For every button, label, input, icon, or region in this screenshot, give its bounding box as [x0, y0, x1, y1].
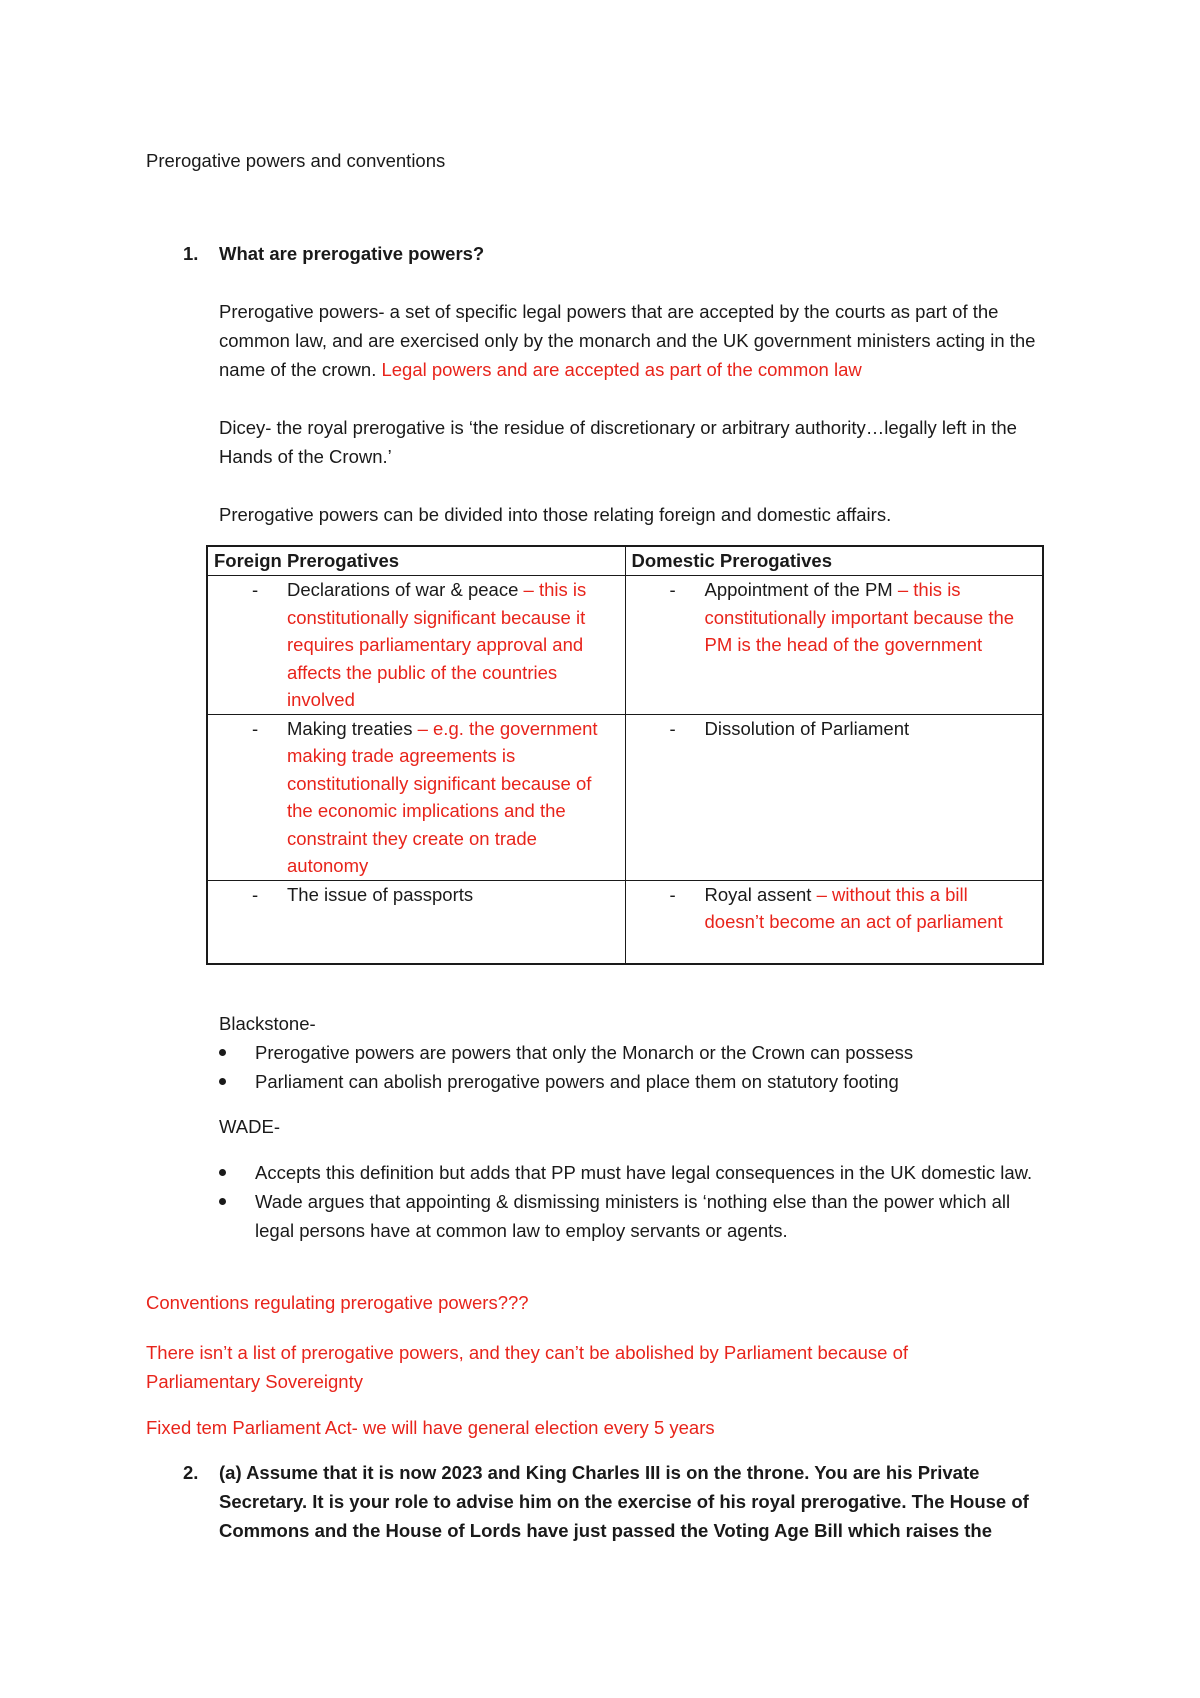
- table-cell-domestic: [625, 714, 1043, 880]
- list-item: Wade argues that appointing & dismissing ministers is ‘nothing else than the power which all legal persons have at common law to employ servants or agents.: [219, 1187, 1039, 1245]
- header-domestic: Domestic Prerogatives: [625, 546, 1043, 576]
- blackstone-list: [219, 1038, 1039, 1096]
- dash-marker: -: [669, 717, 676, 739]
- table-cell-foreign: [207, 714, 625, 880]
- dash-marker: -: [669, 883, 676, 905]
- foreign-note: – this is constitutionally significant because it requires parliamentary approval and affects the public of the countries involved: [287, 579, 587, 710]
- foreign-item: Declarations of war & peace: [287, 579, 519, 600]
- table-cell-foreign: [207, 880, 625, 964]
- list-item: Parliament can abolish prerogative powers and place them on statutory footing: [219, 1067, 1039, 1096]
- definition-text: Prerogative powers- a set of specific legal powers that are accepted by the courts as part of the common law, and are exercised only by the monarch and the UK government ministers acting in the name of the crown.: [219, 301, 1036, 380]
- dash-marker: -: [669, 579, 676, 600]
- divided-paragraph: Prerogative powers can be divided into those relating foreign and domestic affairs.: [219, 504, 892, 525]
- domestic-note: – without this a bill doesn’t become an act of parliament: [704, 883, 1003, 932]
- question-2-number: 2.: [183, 1462, 199, 1483]
- list-item: Prerogative powers are powers that only the Monarch or the Crown can possess: [219, 1038, 1039, 1067]
- conventions-line-3: Fixed tem Parliament Act- we will have general election every 5 years: [146, 1417, 715, 1438]
- table-row: [207, 714, 1043, 880]
- wade-heading: WADE-: [219, 1116, 280, 1137]
- definition-note: Legal powers and are accepted as part of the common law: [381, 359, 862, 380]
- conventions-line-2: There isn’t a list of prerogative powers, and they can’t be abolished by Parliament because of Parliamentary Sovereignty: [146, 1342, 909, 1392]
- table-row: [207, 880, 1043, 964]
- domestic-note: – this is constitutionally important because the PM is the head of the government: [704, 579, 1015, 655]
- dash-marker: -: [252, 883, 259, 905]
- dash-marker: -: [252, 717, 259, 739]
- document-title: Prerogative powers and conventions: [146, 150, 446, 171]
- table-cell-domestic: [625, 576, 1043, 715]
- domestic-item: Royal assent: [704, 883, 812, 905]
- domestic-item: Appointment of the PM: [704, 579, 893, 600]
- definition-paragraph: [219, 297, 1069, 384]
- foreign-note: – e.g. the government making trade agreements is constitutionally significant because of the economic implications and the constraint they create on trade autonomy: [287, 717, 598, 876]
- domestic-item: Dissolution of Parliament: [704, 717, 910, 739]
- header-foreign: Foreign Prerogatives: [207, 546, 625, 576]
- prerogatives-table: [206, 545, 1044, 965]
- wade-list: [219, 1158, 1039, 1245]
- list-item: Accepts this definition but adds that PP must have legal consequences in the UK domestic law.: [219, 1158, 1039, 1187]
- table-cell-foreign: [207, 576, 625, 715]
- blackstone-heading: Blackstone-: [219, 1013, 316, 1034]
- foreign-item: The issue of passports: [287, 883, 474, 905]
- dash-marker: -: [252, 579, 259, 600]
- dicey-paragraph: Dicey- the royal prerogative is ‘the residue of discretionary or arbitrary authority…legally left in the Hands of the Crown.’: [219, 417, 1017, 467]
- question-1-number: 1.: [183, 243, 199, 264]
- table-row: [207, 576, 1043, 715]
- table-cell-domestic: [625, 880, 1043, 964]
- conventions-line-1: Conventions regulating prerogative powers???: [146, 1292, 529, 1313]
- question-2-text: (a) Assume that it is now 2023 and King Charles III is on the throne. You are his Private Secretary. It is your role to advise him on the exercise of his royal prerogative. The House of Commons and the House of Lords have just passed the Voting Age Bill which raises the: [219, 1462, 1029, 1541]
- question-1-heading: What are prerogative powers?: [219, 243, 485, 264]
- foreign-item: Making treaties: [287, 717, 413, 739]
